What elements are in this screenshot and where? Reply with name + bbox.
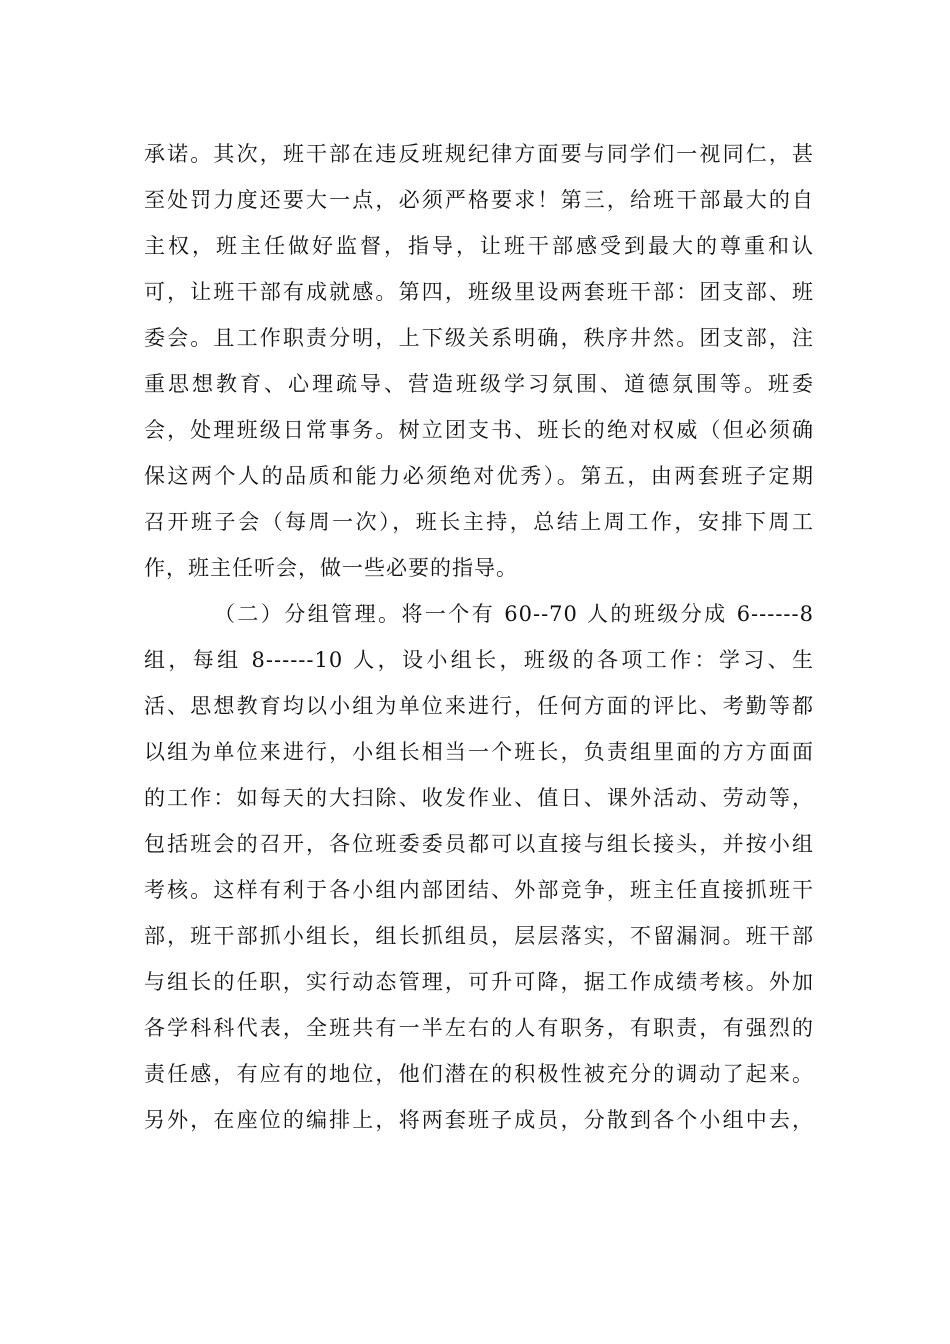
- text-line: 各学科科代表，全班共有一半左右的人有职务，有职责，有强烈的: [144, 1016, 814, 1040]
- text-line: 作，班主任听会，做一些必要的指导。: [144, 556, 518, 580]
- text-line: 承诺。其次，班干部在违反班规纪律方面要与同学们一视同仁，甚: [144, 142, 814, 166]
- text-line: 召开班子会（每周一次），班长主持，总结上周工作，安排下周工: [144, 510, 814, 534]
- text-line: 至处罚力度还要大一点，必须严格要求！第三，给班干部最大的自: [144, 188, 814, 212]
- text-line: 包括班会的召开，各位班委委员都可以直接与组长接头，并按小组: [144, 832, 814, 856]
- text-line: 考核。这样有利于各小组内部团结、外部竞争，班主任直接抓班干: [144, 878, 814, 902]
- text-line: 的工作：如每天的大扫除、收发作业、值日、课外活动、劳动等，: [144, 786, 814, 810]
- text-line: 以组为单位来进行，小组长相当一个班长，负责组里面的方方面面: [144, 740, 814, 764]
- text-line: 与组长的任职，实行动态管理，可升可降，据工作成绩考核。外加: [144, 970, 814, 994]
- text-line: 委会。且工作职责分明，上下级关系明确，秩序井然。团支部，注: [144, 326, 814, 350]
- text-line: 活、思想教育均以小组为单位来进行，任何方面的评比、考勤等都: [144, 694, 814, 718]
- text-line: 会，处理班级日常事务。树立团支书、班长的绝对权威（但必须确: [144, 418, 814, 442]
- text-line: 部，班干部抓小组长，组长抓组员，层层落实，不留漏洞。班干部: [144, 924, 814, 948]
- body-text: [144, 131, 814, 1143]
- text-line: 保这两个人的品质和能力必须绝对优秀）。第五，由两套班子定期: [144, 464, 814, 488]
- text-line: 主权，班主任做好监督，指导，让班干部感受到最大的尊重和认: [144, 234, 814, 258]
- paragraph-group-management: [144, 591, 814, 1143]
- text-line: 可，让班干部有成就感。第四，班级里设两套班干部：团支部、班: [144, 280, 814, 304]
- paragraph-class-cadres: [144, 131, 814, 591]
- text-line: （二）分组管理。将一个有 60--70 人的班级分成 6------8: [214, 602, 814, 626]
- text-line: 另外，在座位的编排上，将两套班子成员，分散到各个小组中去，: [144, 1108, 814, 1132]
- text-line: 责任感，有应有的地位，他们潜在的积极性被充分的调动了起来。: [144, 1062, 814, 1086]
- text-line: 重思想教育、心理疏导、营造班级学习氛围、道德氛围等。班委: [144, 372, 814, 396]
- text-line: 组，每组 8------10 人，设小组长，班级的各项工作：学习、生: [144, 648, 814, 672]
